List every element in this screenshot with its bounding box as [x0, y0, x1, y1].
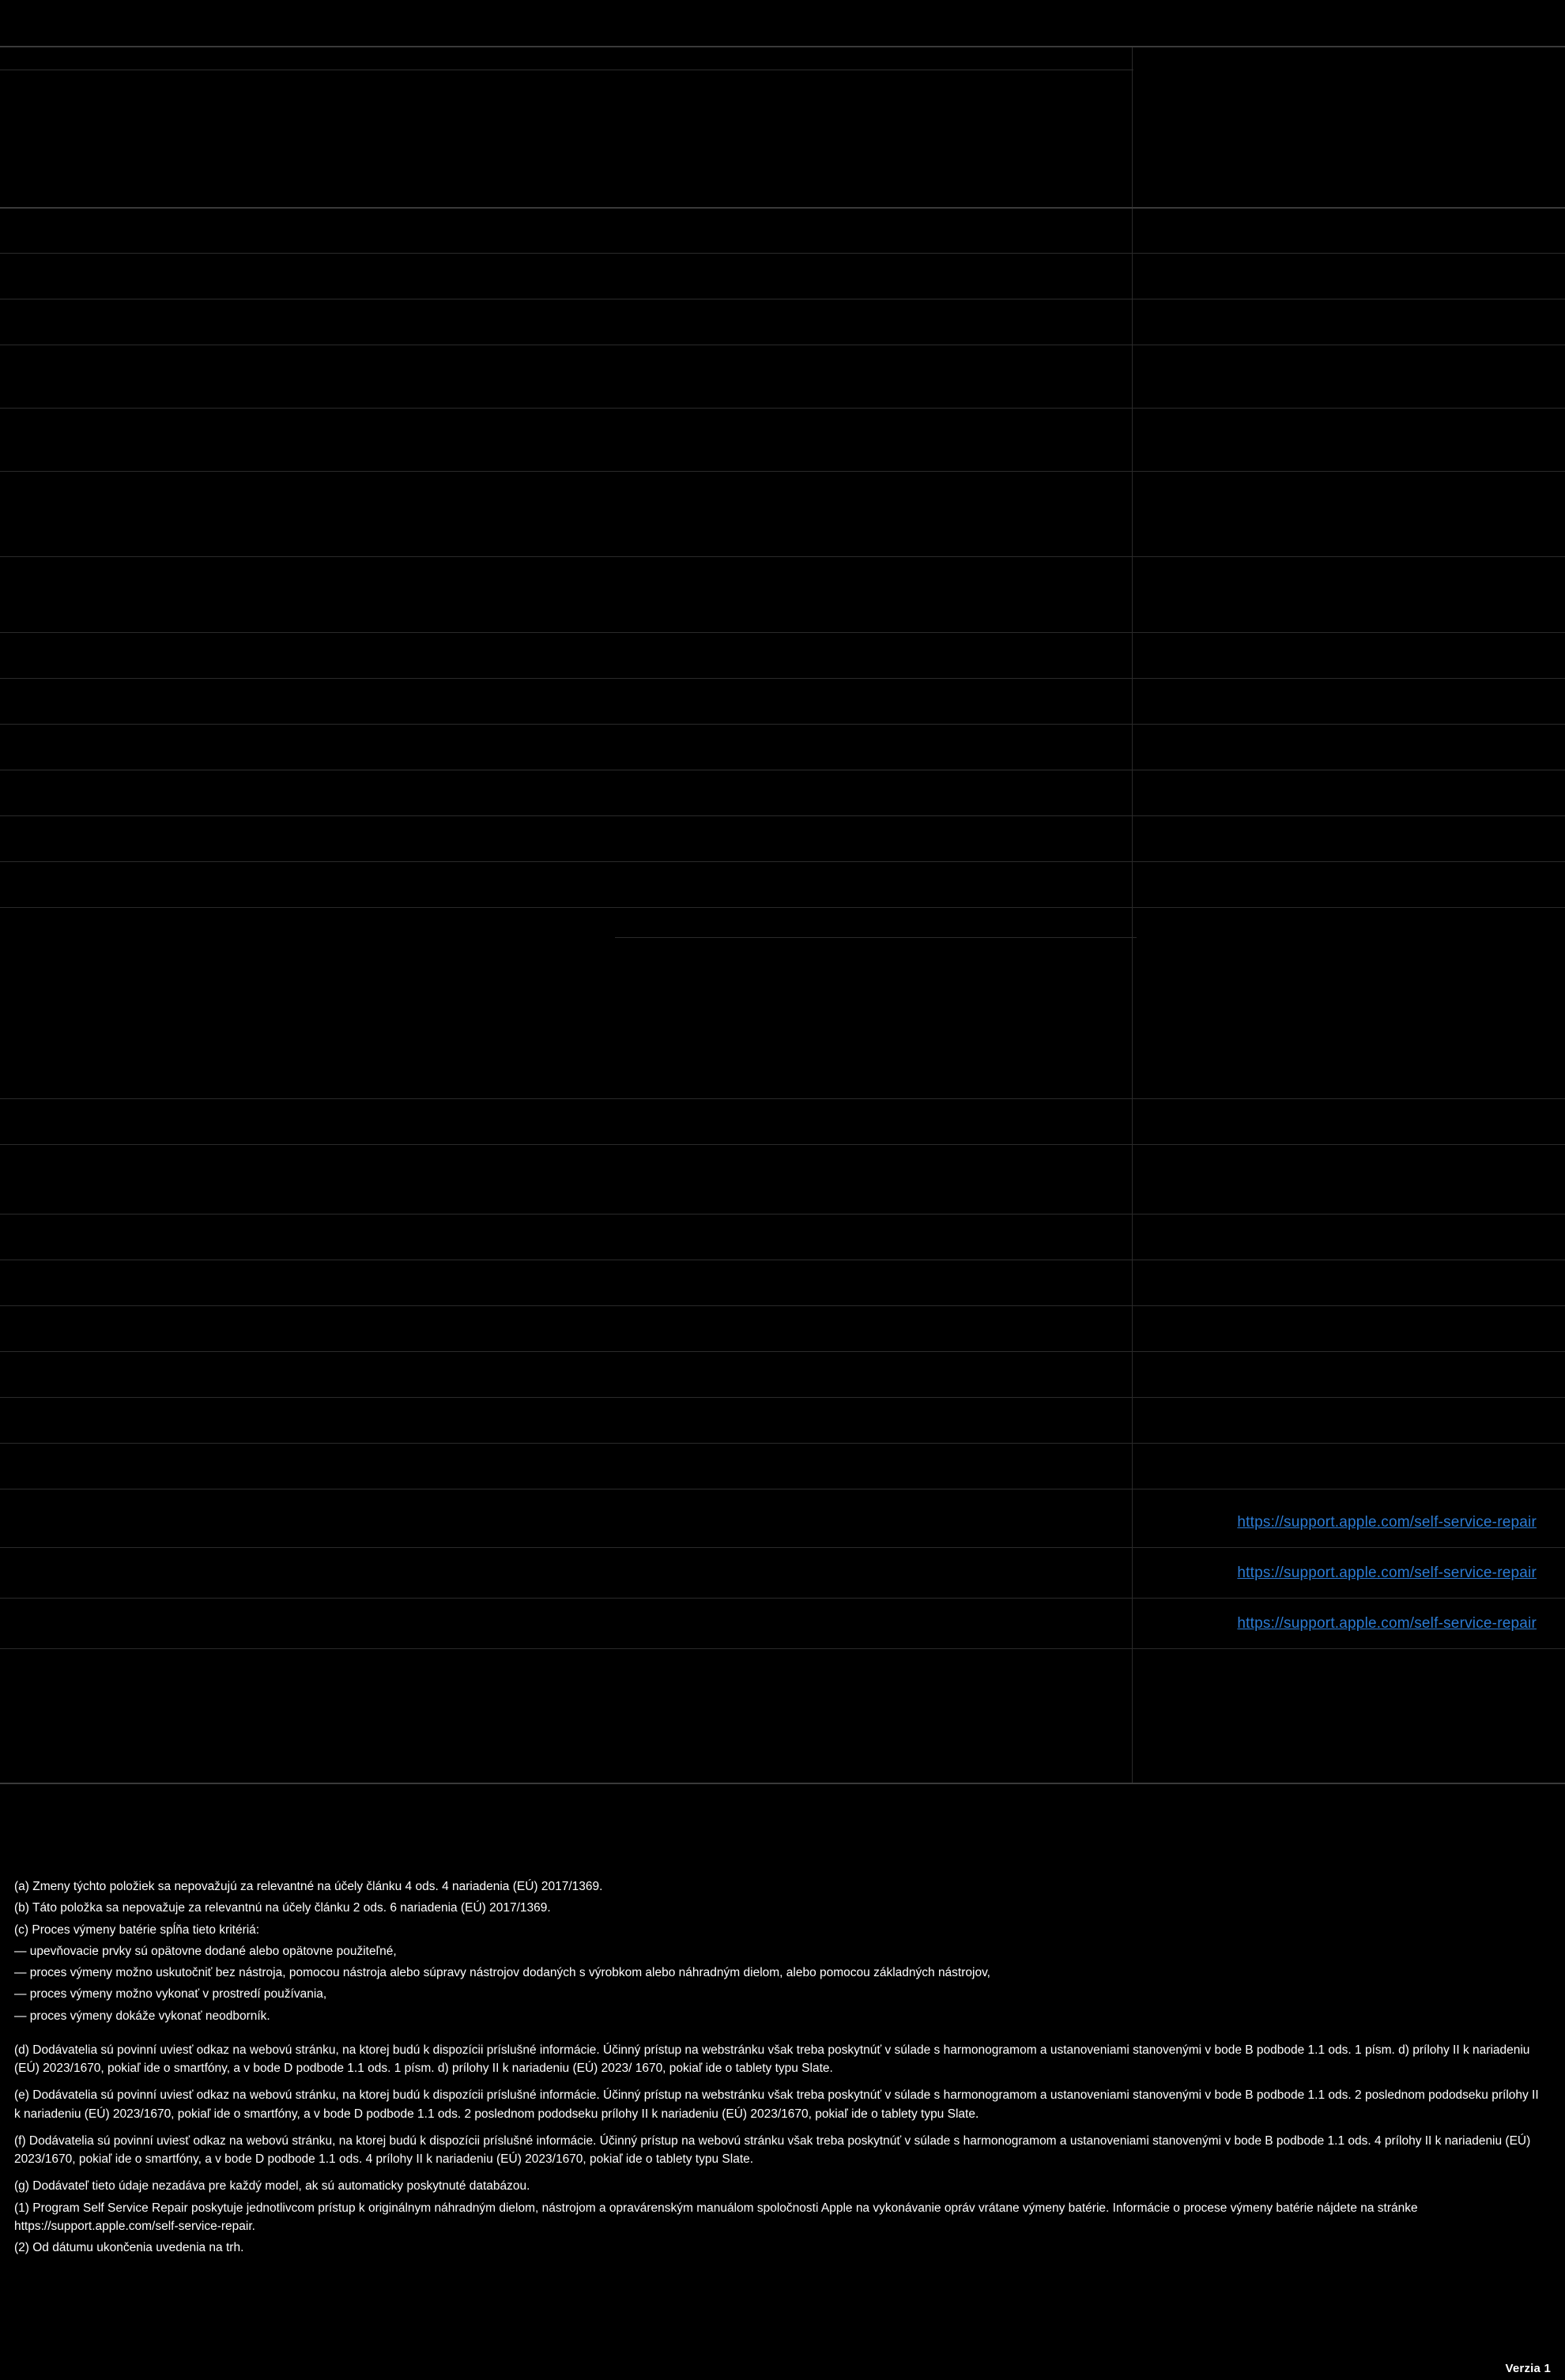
table-rule [0, 724, 1565, 725]
self-service-repair-link[interactable]: https://support.apple.com/self-service-repair [1237, 1565, 1537, 1581]
table-rule [0, 1144, 1565, 1145]
footnotes-section [0, 1877, 1565, 2284]
table-rule [0, 253, 1565, 254]
self-service-repair-link[interactable]: https://support.apple.com/self-service-repair [1237, 1615, 1537, 1632]
footnote-c-bullet: — proces výmeny možno vykonať v prostredí používania, [14, 1987, 327, 2002]
table-rule [0, 678, 1565, 679]
table-rule [0, 815, 1565, 816]
footnote-a: (a) Zmeny týchto položiek sa nepovažujú za relevantné na účely článku 4 ods. 4 nariadenia (EÚ) 2017/1369. [14, 1880, 603, 1893]
self-service-repair-link[interactable]: https://support.apple.com/self-service-repair [1237, 1514, 1537, 1531]
table-rule [0, 1783, 1565, 1784]
table-rule [0, 1351, 1565, 1352]
footnote-d: (d) Dodávatelia sú povinní uviesť odkaz na webovú stránku, na ktorej budú k dispozícii príslušné informácie. Účinný prístup na webstránku však treba poskytnúť v súlade s harmonogramom a ustanoveniami stanovenými v bode B podbode 1.1 ods. 1 písm. d) prílohy II k nariadeniu (EÚ) 2023/1670, pokiaľ ide o smartfóny, a v bode D podbode 1.1 ods. 1 písm. d) prílohy II k nariadeniu (EÚ) 2023/ 1670, pokiaľ ide o tablety typu Slate. [14, 2043, 1530, 2075]
table-rule [0, 907, 1565, 908]
link-row [0, 1599, 1565, 1649]
table-rule [0, 632, 1565, 633]
footnote-c [14, 1921, 1551, 2025]
table-rule [0, 556, 1565, 557]
footnote-c-intro: (c) Proces výmeny batérie spĺňa tieto kritériá: [14, 1922, 260, 1937]
link-row [0, 1497, 1565, 1548]
footnote-g: (g) Dodávateľ tieto údaje nezadáva pre každý model, ak sú automaticky poskytnuté databázou. [14, 2179, 530, 2194]
table-rule [0, 408, 1565, 409]
footnote-c-bullet: — proces výmeny dokáže vykonať neodborník. [14, 2009, 270, 2023]
self-service-repair-links [0, 1497, 1565, 1649]
footnote-c-bullet: — proces výmeny možno uskutočniť bez nástroja, pomocou nástroja alebo súpravy nástrojov dodaných s výrobkom alebo náhradným dielom, alebo pomocou základných nástrojov, [14, 1966, 990, 1979]
table-rule [0, 1443, 1565, 1444]
footnote-e: (e) Dodávatelia sú povinní uviesť odkaz na webovú stránku, na ktorej budú k dispozícii príslušné informácie. Účinný prístup na webstránku však treba poskytnúť v súlade s harmonogramom a ustanoveniami stanovenými v bode B podbode 1.1 ods. 2 poslednom pododseku prílohy II k nariadeniu (EÚ) 2023/1670, pokiaľ ide o smartfóny, a v bode D podbode 1.1 ods. 2 poslednom pododseku prílohy II k nariadeniu (EÚ) 2023/1670, pokiaľ ide o tablety typu Slate. [14, 2088, 1539, 2121]
footnote-b: (b) Táto položka sa nepovažuje za relevantnú na účely článku 2 ods. 6 nariadenia (EÚ) 2017/1369. [14, 1901, 551, 1915]
table-rule [0, 207, 1565, 209]
footnote-f: (f) Dodávatelia sú povinní uviesť odkaz na webovú stránku, na ktorej budú k dispozícii príslušné informácie. Účinný prístup na webovú stránku však treba poskytnúť v súlade s harmonogramom a ustanoveniami stanovenými v bode B podbode 1.1 ods. 4 prílohy II k nariadeniu (EÚ) 2023/1670, pokiaľ ide o smartfóny, a v bode D podbode 1.1 ods. 4 prílohy II k nariadeniu (EÚ) 2023/1670, pokiaľ ide o tablety typu Slate. [14, 2133, 1531, 2166]
version-label: Verzia 1 [1505, 2362, 1551, 2375]
link-row [0, 1548, 1565, 1599]
table-rule [615, 937, 1137, 938]
table-rule [0, 1397, 1565, 1398]
table-rule [0, 1098, 1565, 1099]
table-rule [0, 46, 1565, 47]
table-rule [0, 1305, 1565, 1306]
footnote-1: (1) Program Self Service Repair poskytuje jednotlivcom prístup k originálnym náhradným dielom, nástrojom a opravárenským manuálom spoločnosti Apple na vykonávanie opráv vrátane výmeny batérie. Informácie o procese výmeny batérie nájdete na stránke https://support.apple.com/self-service-repair. [14, 2201, 1418, 2233]
table-rule [0, 471, 1565, 472]
footnote-2: (2) Od dátumu ukončenia uvedenia na trh. [14, 2241, 244, 2254]
footnote-c-bullet: — upevňovacie prvky sú opätovne dodané alebo opätovne použiteľné, [14, 1944, 397, 1958]
table-rule [0, 861, 1565, 862]
